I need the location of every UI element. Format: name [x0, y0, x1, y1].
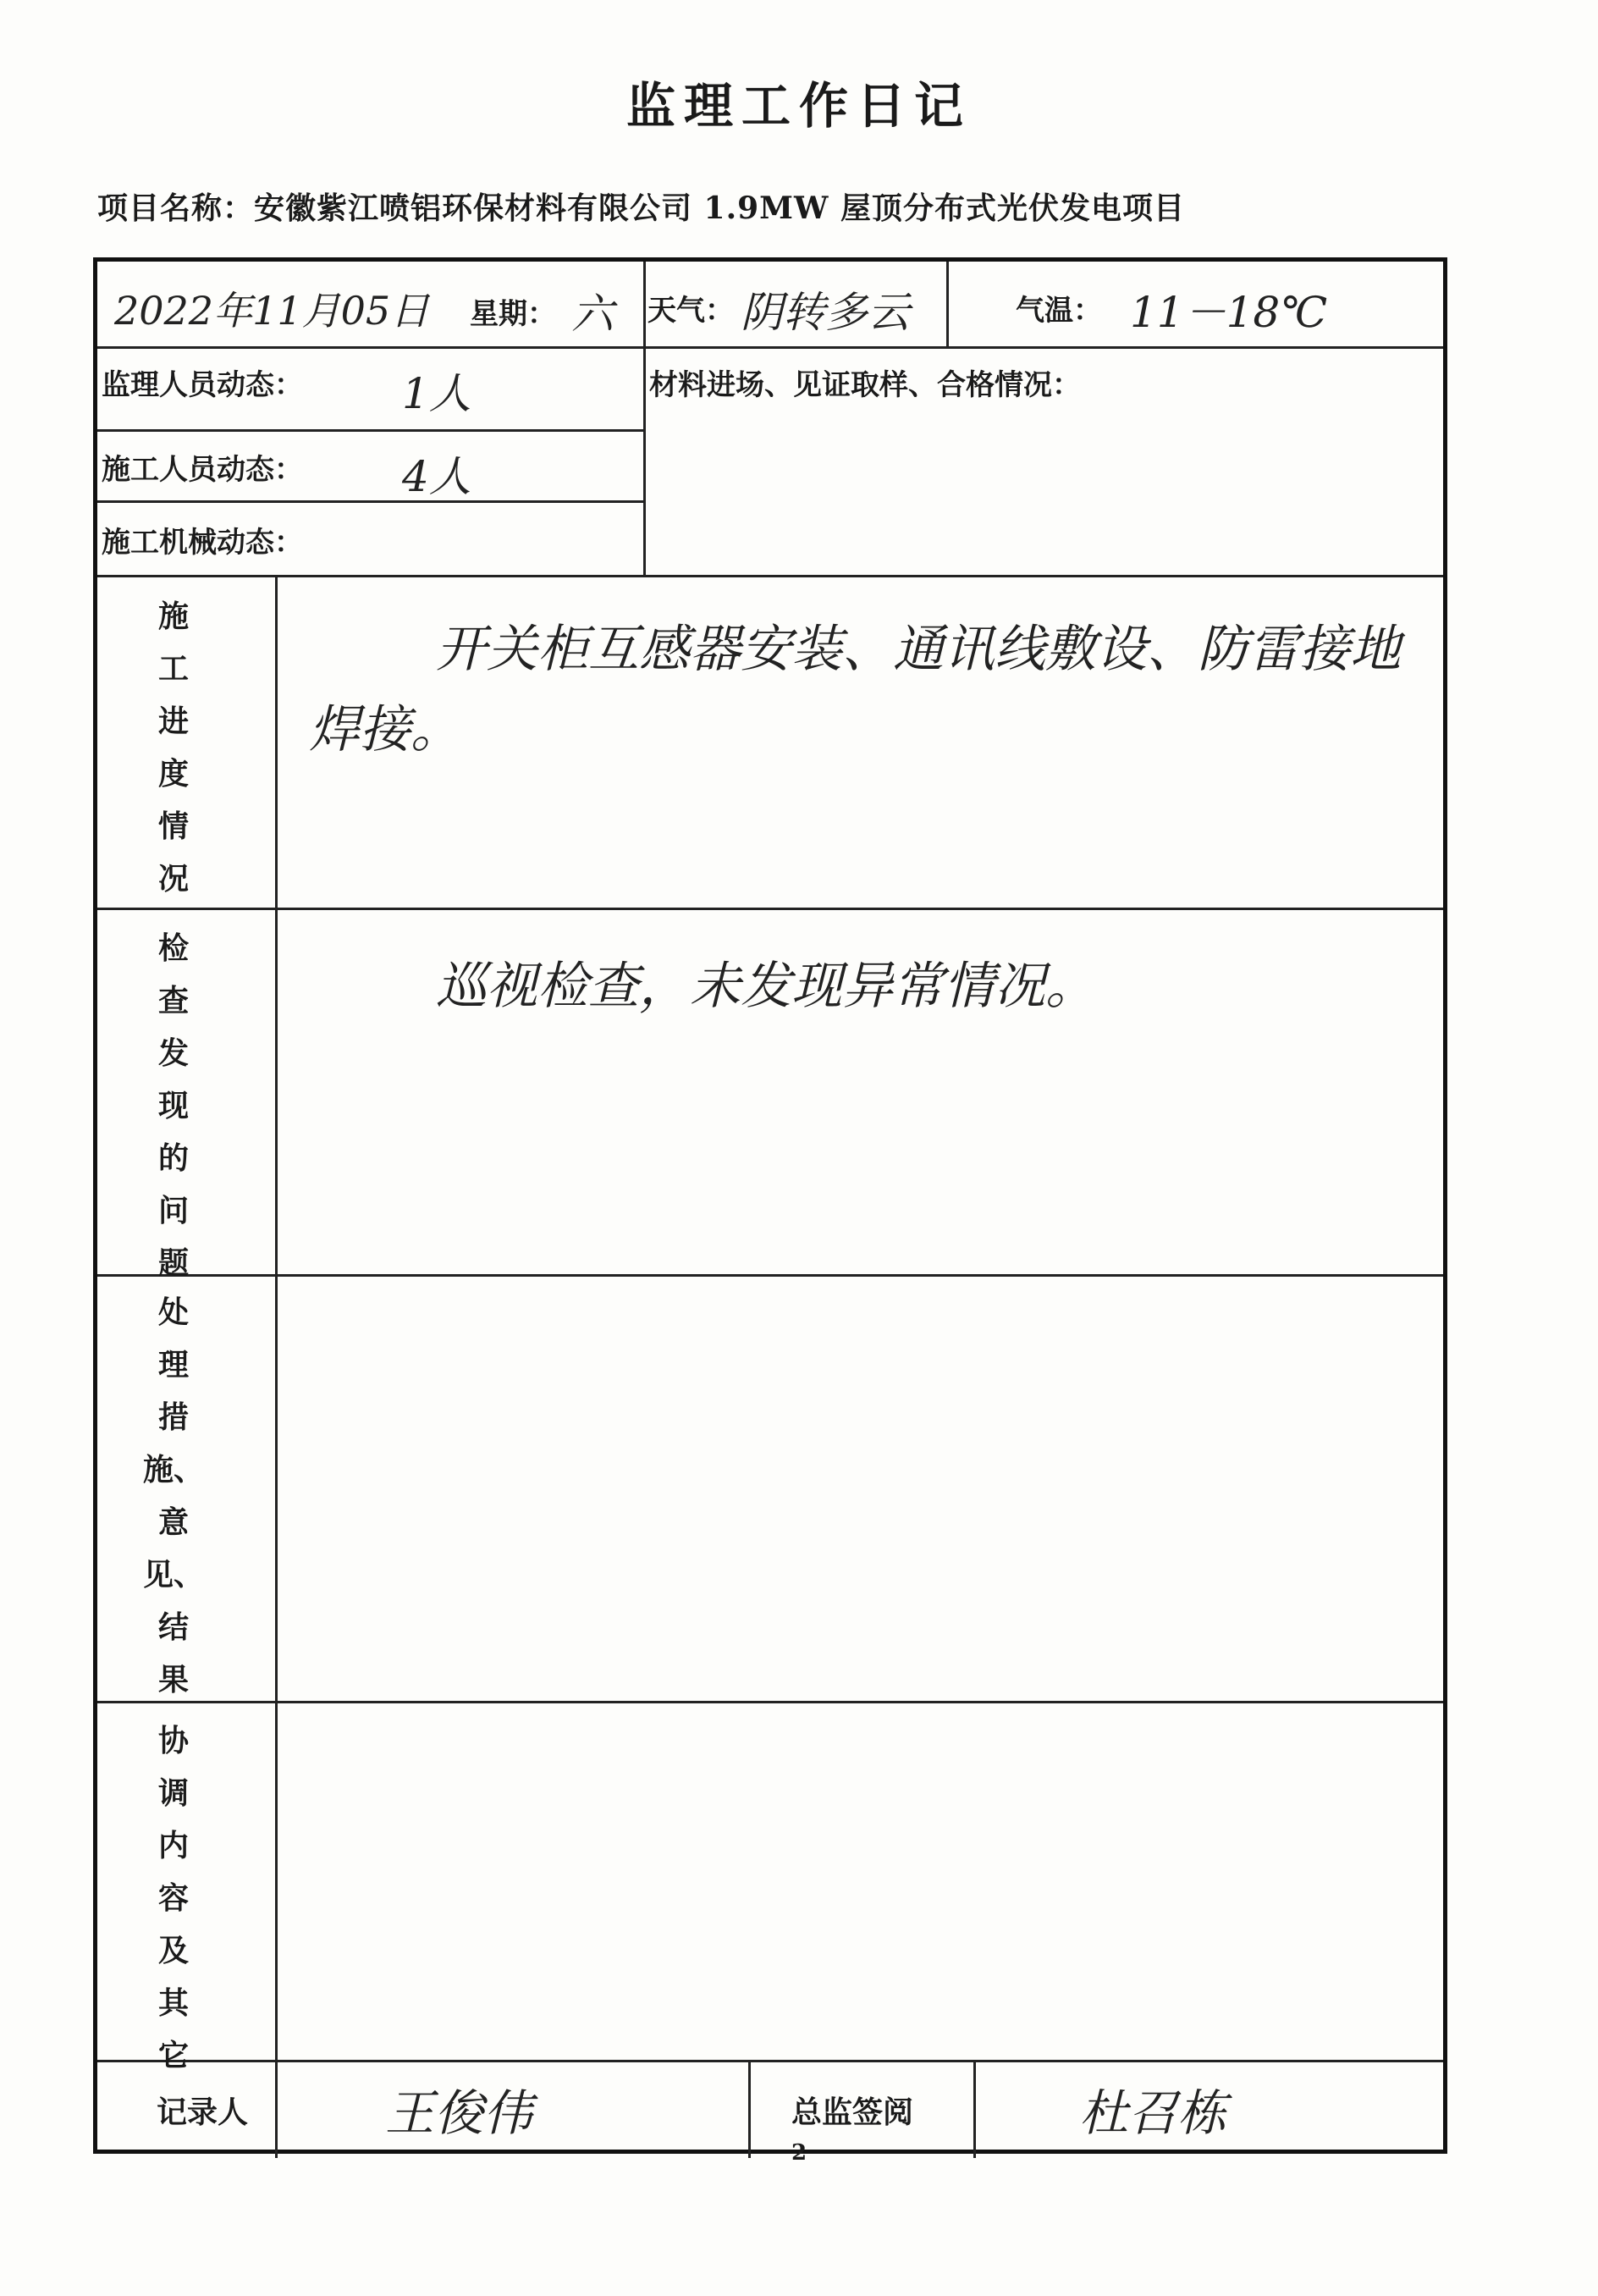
materials-label: 材料进场、见证取样、合格情况：: [649, 368, 1081, 402]
label-char: 理: [157, 1347, 189, 1383]
weather-value: 阴转多云: [741, 288, 910, 337]
rule-measures-bottom: [97, 1701, 1443, 1703]
rule-side-column: [275, 575, 278, 2158]
label-char: 其: [157, 1985, 189, 2021]
label-char: 问: [157, 1193, 189, 1228]
label-char: 施、: [142, 1452, 204, 1487]
progress-content-line2: 焊接。: [309, 700, 461, 759]
issues-content-line1: 巡视检查，未发现异常情况。: [436, 957, 1096, 1016]
label-char: 现: [157, 1088, 189, 1123]
label-char: 题: [157, 1245, 189, 1281]
progress-content-line1: 开关柜互感器安装、通讯线敷设、防雷接地: [436, 620, 1401, 679]
rule-issues-bottom: [97, 1274, 1443, 1277]
diary-form: [93, 257, 1447, 2154]
label-char: 见、: [142, 1557, 204, 1592]
label-char: 结: [157, 1609, 189, 1645]
weekday-label: 星期：: [470, 297, 556, 331]
rule-worker-bottom: [97, 500, 643, 503]
rule-header-bottom: [97, 346, 1443, 349]
chief-signature: 杜召栋: [1079, 2084, 1227, 2142]
label-char: 的: [157, 1140, 189, 1176]
weekday-value: 六: [571, 290, 614, 339]
label-char: 施: [157, 599, 189, 634]
rule-supervisor-bottom: [97, 429, 643, 432]
label-char: 况: [157, 861, 189, 897]
label-char: 意: [157, 1504, 189, 1540]
label-char: 发: [157, 1035, 189, 1071]
label-char: 查: [157, 983, 189, 1018]
section-label-coordination: [131, 1714, 216, 2082]
label-char: 措: [157, 1399, 189, 1435]
page-number: 2: [791, 2140, 807, 2166]
machinery-label: 施工机械动态：: [102, 526, 303, 560]
rule-coordination-bottom: [97, 2060, 1443, 2062]
label-char: 内: [157, 1828, 189, 1863]
label-char: 协: [157, 1723, 189, 1758]
rule-header-split-2: [946, 262, 949, 346]
date-value: 2022年11月05日: [114, 288, 430, 334]
label-char: 情: [157, 809, 189, 844]
worker-value: 4人: [402, 452, 471, 501]
recorder-signature: 王俊伟: [385, 2084, 533, 2142]
chief-label: 总监签阅: [791, 2095, 914, 2130]
label-char: 调: [157, 1775, 189, 1811]
label-char: 果: [157, 1662, 189, 1697]
project-label: 项目名称：: [97, 190, 255, 226]
label-char: 容: [157, 1880, 189, 1916]
temperature-value: 11－18℃: [1130, 288, 1328, 337]
worker-label: 施工人员动态：: [102, 453, 303, 487]
supervisor-value: 1人: [402, 369, 471, 418]
rule-personnel-bottom: [97, 575, 1443, 577]
document-title: 监理工作日记: [625, 77, 972, 135]
label-char: 及: [157, 1933, 189, 1968]
section-label-progress: [131, 590, 216, 905]
project-name: 安徽紫江喷铝环保材料有限公司 1.9MW 屋顶分布式光伏发电项目: [254, 190, 1185, 226]
weather-label: 天气：: [647, 294, 734, 328]
label-char: 进: [157, 704, 189, 739]
label-char: 处: [157, 1294, 189, 1330]
recorder-label: 记录人: [157, 2095, 249, 2130]
section-label-measures: [131, 1286, 216, 1706]
label-char: 它: [157, 2038, 189, 2073]
label-char: 度: [157, 756, 189, 792]
label-char: 工: [157, 651, 189, 687]
temperature-label: 气温：: [1016, 294, 1102, 328]
rule-header-split-1: [643, 262, 646, 575]
section-label-issues: [131, 922, 216, 1289]
project-line: [97, 185, 1185, 228]
rule-progress-bottom: [97, 908, 1443, 910]
supervisor-label: 监理人员动态：: [102, 368, 303, 402]
label-char: 检: [157, 930, 189, 966]
